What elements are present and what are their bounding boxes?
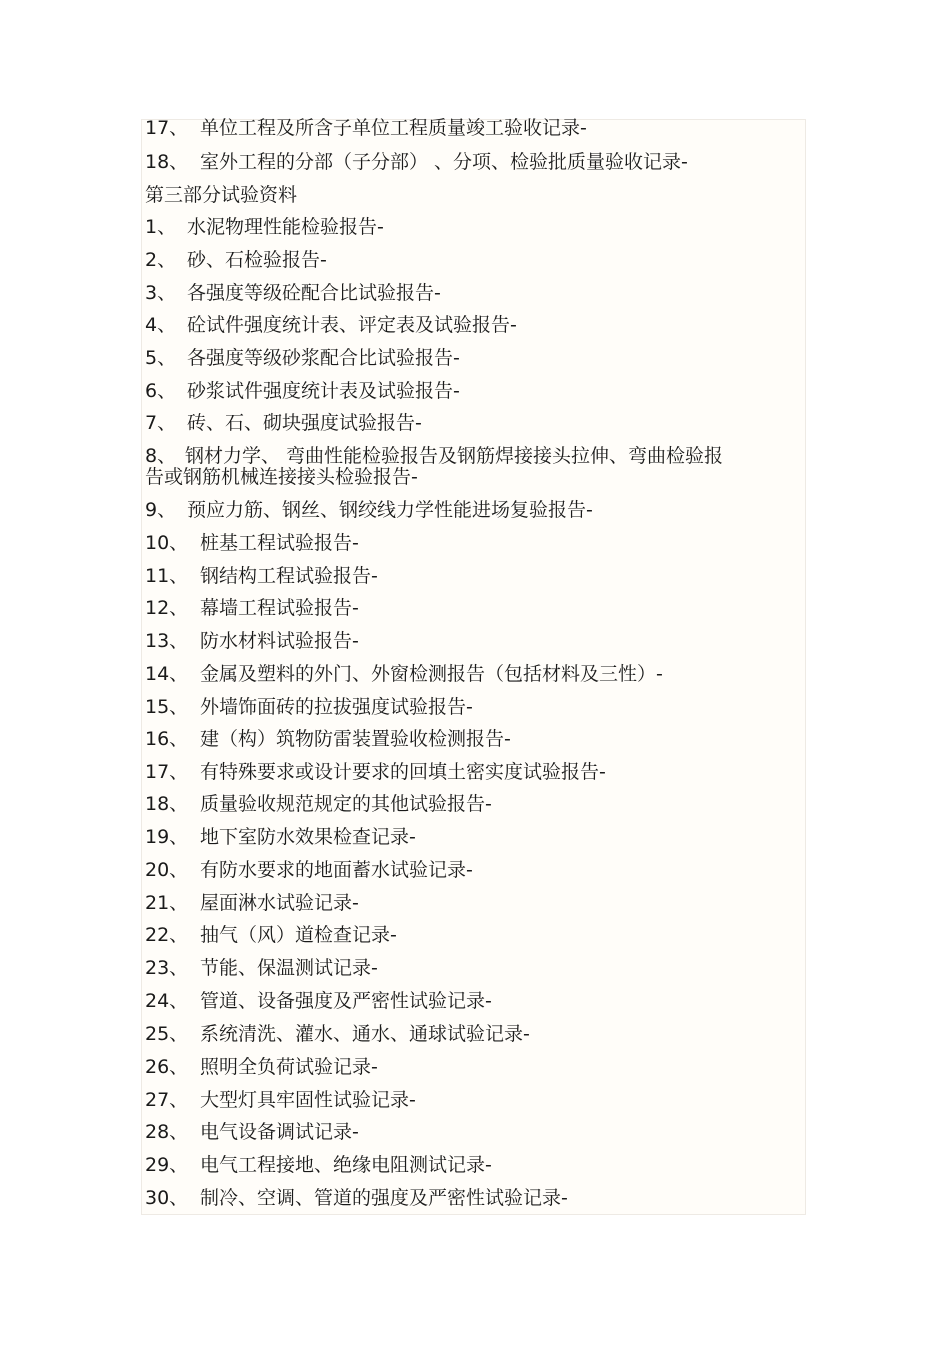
- item-number: 19、: [145, 826, 189, 848]
- item-number: 24、: [145, 990, 189, 1012]
- item-text: 有防水要求的地面蓄水试验记录-: [200, 859, 473, 881]
- item-text: 砼试件强度统计表、评定表及试验报告-: [187, 314, 517, 336]
- item-number: 17、: [145, 761, 189, 783]
- item-text: 单位工程及所含子单位工程质量竣工验收记录-: [200, 117, 587, 139]
- item-number: 28、: [145, 1121, 189, 1143]
- item-number: 3、: [145, 282, 177, 304]
- item-number: 1、: [145, 216, 177, 238]
- item-text: 室外工程的分部（子分部） 、分项、检验批质量验收记录-: [200, 151, 688, 173]
- item-number: 17、: [145, 117, 189, 139]
- item-text: 砖、石、砌块强度试验报告-: [187, 412, 422, 434]
- item-number: 15、: [145, 696, 189, 718]
- item-number: 14、: [145, 663, 189, 685]
- item-text: 电气设备调试记录-: [200, 1121, 359, 1143]
- item-text: 有特殊要求或设计要求的回填土密实度试验报告-: [200, 761, 606, 783]
- item-number: 18、: [145, 793, 189, 815]
- item-text: 金属及塑料的外门、外窗检测报告（包括材料及三性）-: [200, 663, 663, 685]
- item-number: 10、: [145, 532, 189, 554]
- item-text: 砂、石检验报告-: [187, 249, 327, 271]
- item-number: 11、: [145, 565, 189, 587]
- item-text: 管道、设备强度及严密性试验记录-: [200, 990, 492, 1012]
- item-number: 18、: [145, 151, 189, 173]
- item-text: 钢材力学、 弯曲性能检验报告及钢筋焊接接头拉伸、弯曲检验报: [185, 445, 724, 467]
- item-text: 外墙饰面砖的拉拔强度试验报告-: [200, 696, 473, 718]
- item-text: 抽气（风）道检查记录-: [200, 924, 397, 946]
- item-text: 电气工程接地、绝缘电阻测试记录-: [200, 1154, 492, 1176]
- item-number: 12、: [145, 597, 189, 619]
- item-number: 20、: [145, 859, 189, 881]
- item-number: 6、: [145, 380, 177, 402]
- item-text: 各强度等级砂浆配合比试验报告-: [187, 347, 460, 369]
- item-number: 30、: [145, 1187, 189, 1209]
- item-text: 建（构）筑物防雷装置验收检测报告-: [200, 728, 511, 750]
- item-text: 节能、保温测试记录-: [200, 957, 378, 979]
- item-text: 屋面淋水试验记录-: [200, 892, 359, 914]
- item-number: 23、: [145, 957, 189, 979]
- item-text: 水泥物理性能检验报告-: [187, 216, 384, 238]
- item-number: 7、: [145, 412, 177, 434]
- item-number: 16、: [145, 728, 189, 750]
- item-text: 地下室防水效果检查记录-: [200, 826, 416, 848]
- item-number: 4、: [145, 314, 177, 336]
- item-number: 5、: [145, 347, 177, 369]
- item-number: 8、: [145, 445, 177, 467]
- item-number: 26、: [145, 1056, 189, 1078]
- item-text: 桩基工程试验报告-: [200, 532, 359, 554]
- item-text: 预应力筋、钢丝、钢绞线力学性能进场复验报告-: [187, 499, 593, 521]
- item-number: 9、: [145, 499, 177, 521]
- item-number: 13、: [145, 630, 189, 652]
- item-text: 钢结构工程试验报告-: [200, 565, 378, 587]
- item-number: 29、: [145, 1154, 189, 1176]
- item-text: 砂浆试件强度统计表及试验报告-: [187, 380, 460, 402]
- item-text: 防水材料试验报告-: [200, 630, 359, 652]
- item-text: 质量验收规范规定的其他试验报告-: [200, 793, 492, 815]
- item-number: 27、: [145, 1089, 189, 1111]
- item-text: 各强度等级砼配合比试验报告-: [187, 282, 441, 304]
- item-text: 制冷、空调、管道的强度及严密性试验记录-: [200, 1187, 568, 1209]
- item-number: 25、: [145, 1023, 189, 1045]
- item-number: 2、: [145, 249, 177, 271]
- item-text: 幕墙工程试验报告-: [200, 597, 359, 619]
- item-number: 21、: [145, 892, 189, 914]
- item-text: 系统清洗、灌水、通水、通球试验记录-: [200, 1023, 530, 1045]
- item-text: 告或钢筋机械连接接头检验报告-: [145, 466, 418, 488]
- item-text: 大型灯具牢固性试验记录-: [200, 1089, 416, 1111]
- item-text: 照明全负荷试验记录-: [200, 1056, 378, 1078]
- item-number: 22、: [145, 924, 189, 946]
- section-heading: 第三部分试验资料: [145, 184, 298, 206]
